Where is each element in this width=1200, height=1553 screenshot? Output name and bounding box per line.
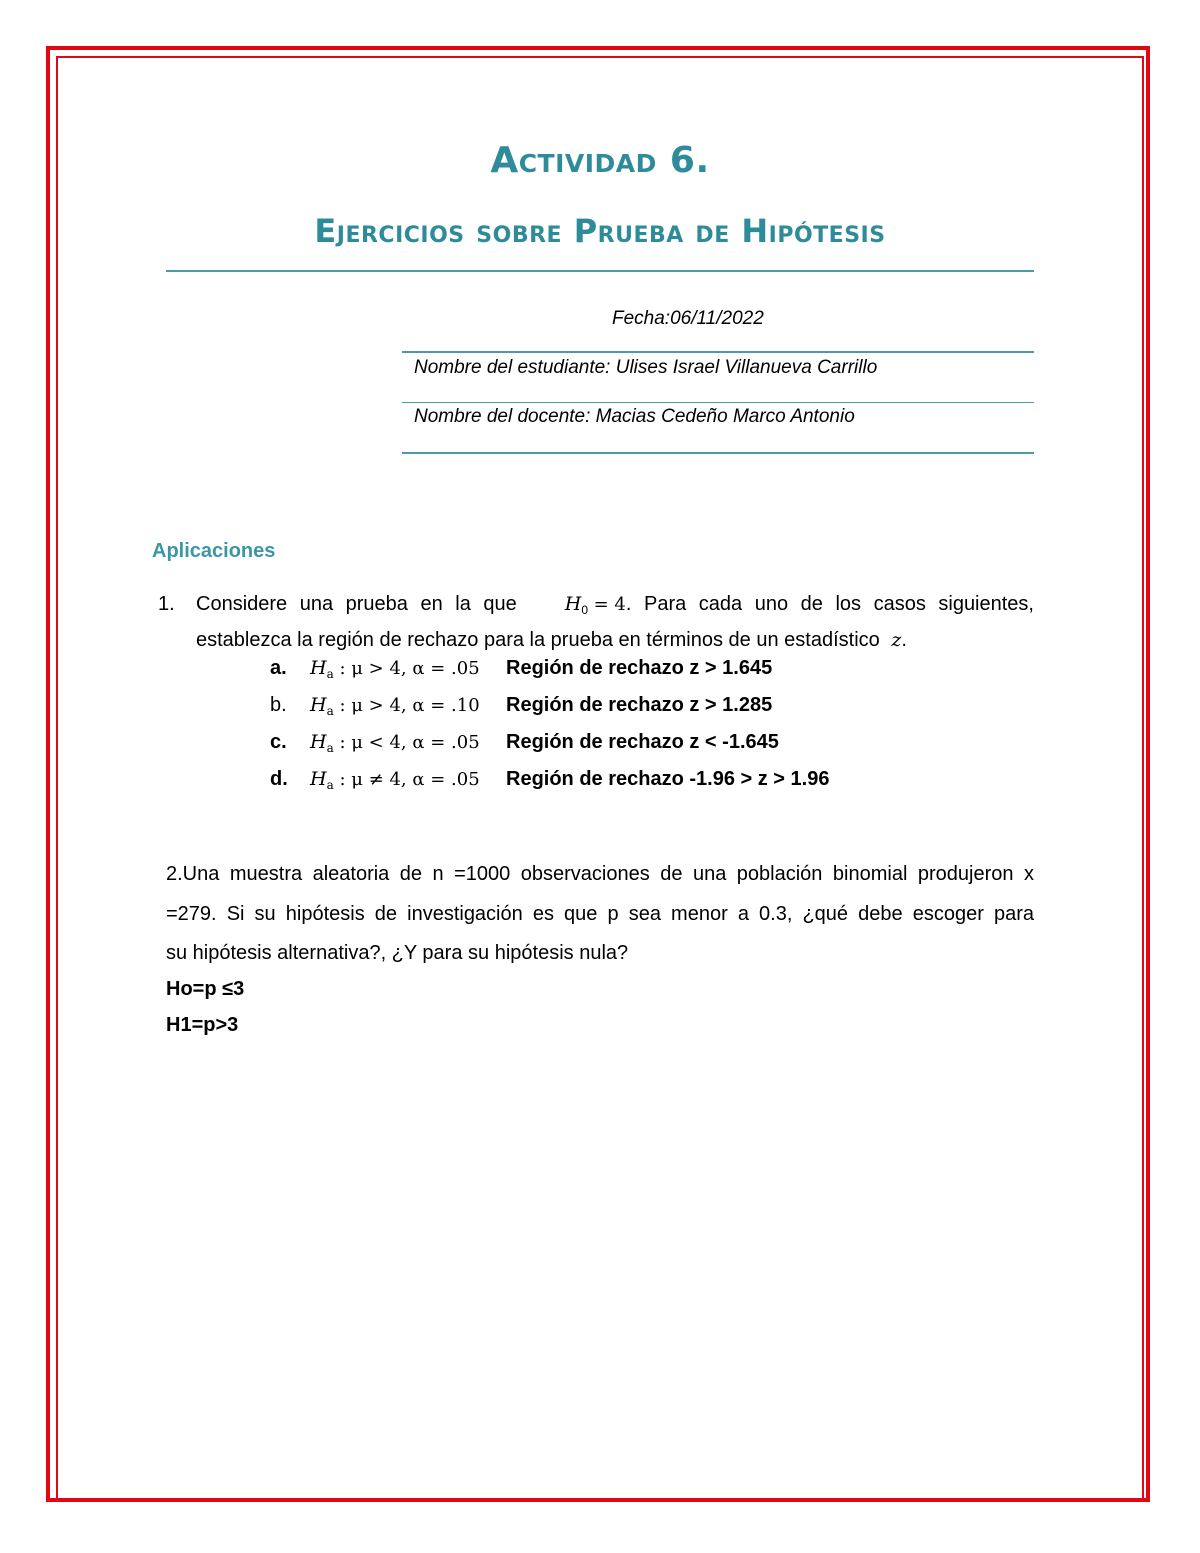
q1-item-letter: a.	[270, 657, 287, 679]
q1-item-sub: a	[326, 778, 334, 792]
header-bottom-divider	[402, 452, 1034, 454]
q1-h0-sub: 0	[581, 603, 589, 617]
q1-line-2	[196, 629, 907, 652]
q1-item-letter: b.	[270, 694, 287, 716]
q1-item-letter: c.	[270, 731, 287, 753]
q1-text-a: Considere una prueba en la que	[196, 593, 517, 615]
q1-item-letter: d.	[270, 768, 288, 790]
section-heading: Aplicaciones	[152, 540, 276, 562]
q1-z-var: z	[891, 629, 902, 651]
q1-item-sub: a	[326, 741, 334, 755]
q1-item-region: Región de rechazo z < -1.645	[506, 731, 779, 753]
q1-item-var: H	[310, 694, 327, 716]
document-subtitle: Ejercicios sobre Prueba de Hipótesis	[314, 212, 886, 250]
q1-h0-expression	[565, 593, 1034, 617]
q1-item-region: Región de rechazo z > 1.645	[506, 657, 773, 679]
q1-item-expr: : μ < 4, α = .05	[333, 732, 480, 753]
student-name: Nombre del estudiante: Ulises Israel Villanueva Carrillo	[414, 357, 878, 378]
q1-item-formula	[310, 657, 480, 681]
q1-h0-rest: = 4	[593, 594, 626, 615]
q2-line-2: =279. Si su hipótesis de investigación es que p sea menor a 0.3, ¿qué debe escoger para	[166, 903, 1034, 925]
q1-text-end: .	[901, 629, 907, 651]
document-title: Actividad 6.	[490, 140, 710, 181]
q1-item-sub: a	[326, 704, 334, 718]
teacher-name: Nombre del docente: Macias Cedeño Marco Antonio	[414, 406, 855, 427]
q2-line-3: su hipótesis alternativa?, ¿Y para su hipótesis nula?	[166, 942, 629, 964]
title-divider	[166, 270, 1034, 272]
q1-item-formula	[310, 768, 480, 792]
q1-item-formula	[310, 731, 480, 755]
q1-item-region: Región de rechazo -1.96 > z > 1.96	[506, 768, 830, 790]
q1-text-b: . Para cada uno de los casos siguientes,	[625, 593, 1034, 615]
q1-item-expr: : μ ≠ 4, α = .05	[333, 769, 480, 790]
q1-item-formula	[310, 694, 480, 718]
student-divider	[402, 402, 1034, 403]
q1-h0-var: H	[564, 593, 582, 615]
q1-item-var: H	[310, 657, 327, 679]
q1-text-c: establezca la región de rechazo para la prueba en términos de un estadístico	[196, 629, 880, 651]
q2-null-hypothesis: Ho=p ≤3	[166, 978, 245, 1000]
q2-alternative-hypothesis: H1=p>3	[166, 1014, 239, 1036]
q1-item-expr: : μ > 4, α = .10	[333, 695, 480, 716]
q1-item-var: H	[310, 731, 327, 753]
date-divider	[402, 351, 1034, 353]
q2-line-1: 2.Una muestra aleatoria de n =1000 observaciones de una población binomial produjeron x	[166, 863, 1034, 885]
q1-item-region: Región de rechazo z > 1.285	[506, 694, 773, 716]
q1-item-expr: : μ > 4, α = .05	[333, 658, 480, 679]
q1-number: 1.	[158, 593, 175, 615]
q1-line-1	[196, 593, 1034, 617]
date-field: Fecha:06/11/2022	[612, 308, 764, 329]
q1-item-sub: a	[326, 667, 334, 681]
q1-item-var: H	[310, 768, 327, 790]
